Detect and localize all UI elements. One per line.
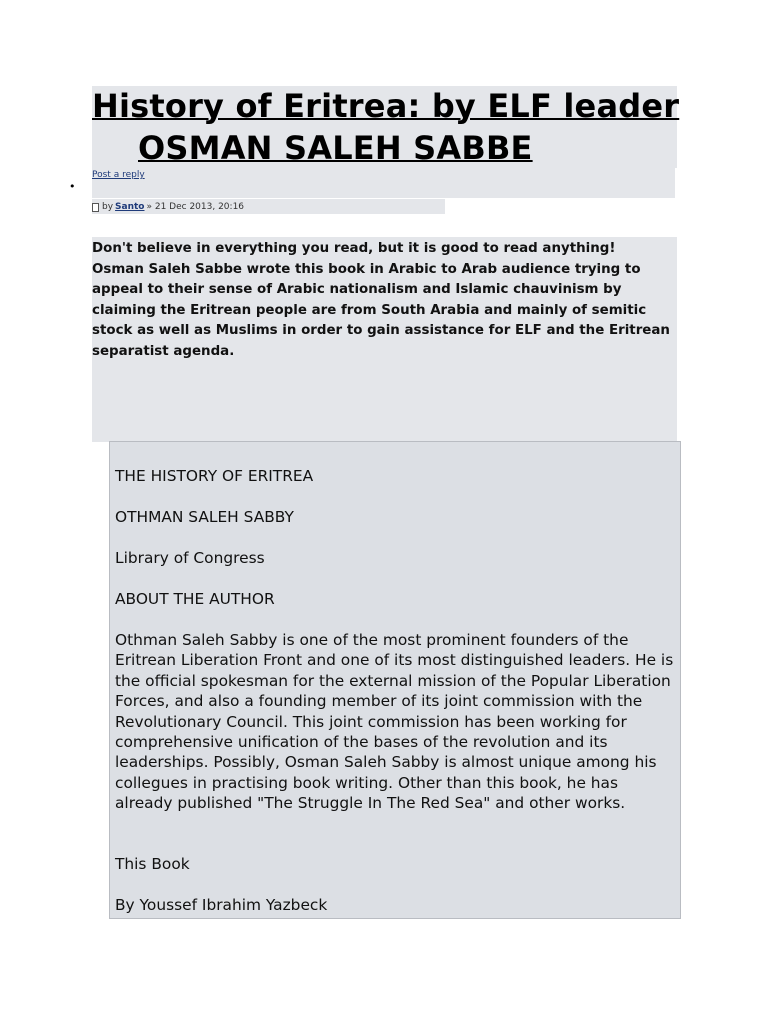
post-title-line-2[interactable]: OSMAN SALEH SABBE [138, 129, 533, 167]
quote-by-line: By Youssef Ibrahim Yazbeck [115, 896, 328, 914]
list-bullet: • [69, 180, 76, 193]
post-date: » 21 Dec 2013, 20:16 [146, 202, 245, 212]
post-icon[interactable] [92, 203, 99, 212]
quote-about-text: Othman Saleh Sabby is one of the most prominent founders of the Eritrean Liberation Front and one of its most distinguished leaders. He is the official spokesman for the external mission of the Popular Liberation Forces, and also a founding member of its joint commission with the Revolutionary Council. This joint commission has been working for comprehensive unification of the bases of the revolution and its leaderships. Possibly, Osman Saleh Sabby is almost unique among his collegues in practising book writing. Other than this book, he has already published "The Struggle In The Red Sea" and other works. [115, 631, 674, 813]
post-body [92, 237, 677, 442]
meta-by-label: by [102, 202, 114, 212]
quote-about-heading: ABOUT THE AUTHOR [115, 590, 275, 608]
quote-author: OTHMAN SALEH SABBY [115, 508, 294, 526]
quote-book-title: THE HISTORY OF ERITREA [115, 467, 314, 485]
post-meta [92, 202, 244, 212]
intro-line-1: Don't believe in everything you read, but it is good to read anything! [92, 241, 616, 256]
quote-publisher: Library of Congress [115, 549, 265, 567]
author-link[interactable]: Santo [115, 202, 145, 212]
post-title-line-1[interactable]: History of Eritrea: by ELF leader [92, 87, 680, 125]
reply-band [92, 168, 675, 198]
quote-this-book: This Book [115, 855, 190, 873]
intro-paragraph: Osman Saleh Sabbe wrote this book in Arabic to Arab audience trying to appeal to their sense of Arabic nationalism and Islamic chauvinism by claiming the Eritrean people are from South Arabia and mainly of semitic stock as well as Muslims in order to gain assistance for ELF and the Eritrean separatist agenda. [92, 261, 670, 359]
post-reply-link[interactable]: Post a reply [92, 170, 145, 180]
